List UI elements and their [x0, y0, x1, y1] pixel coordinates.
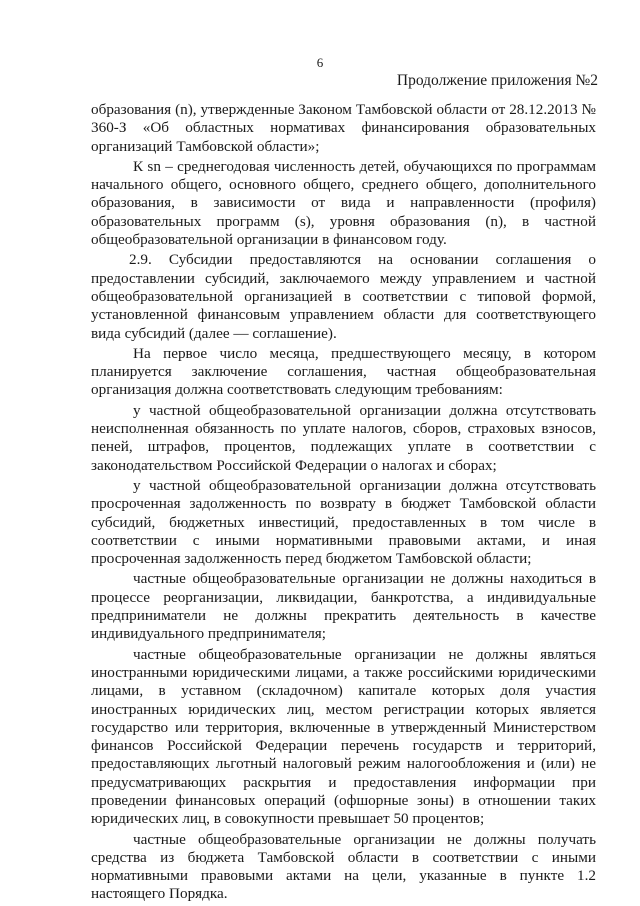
paragraph-ksn-definition: К sn – среднегодовая численность детей, обучающихся по программам начального общего, основного общего, среднего общего, дополнительного образования, в зависимости от вида и направленности (профиля) образовательных программ (s), уровня образования (n), в частной общеобразовательной организации в финансовом году.: [91, 157, 596, 249]
paragraph-requirement-other-funds: частные общеобразовательные организации не должны получать средства из бюджета Тамбовской области в соответствии с иными нормативными правовыми актами на цели, указанные в пункте 1.2 настоящего Порядка.: [91, 830, 596, 903]
page-number: 6: [316, 55, 324, 70]
paragraph-2-9: 2.9. Субсидии предоставляются на основании соглашения о предоставлении субсидий, заключаемого между управлением и частной общеобразовательной организацией в соответствии с типовой формой, установленной финансовым управлением области для соответствующего вида субсидий (далее — соглашение).: [91, 251, 596, 342]
paragraph-requirement-foreign-entities: частные общеобразовательные организации не должны являться иностранными юридическими лицами, а также российскими юридическими лицами, в уставном (складочном) капитале которых доля участия иностранных юридических лиц, местом регистрации которых является государство или территория, включенные в утвержденный Министерством финансов Российской Федерации перечень государств и территорий, предоставляющих льготный налоговый режим налогообложения и (или) не предусматривающих раскрытия и предоставления информации при проведении финансовых операций (офшорные зоны) в отношении таких юридических лиц, в совокупности превышает 50 процентов;: [91, 645, 596, 828]
appendix-continuation-note: Продолжение приложения №2: [396, 72, 598, 89]
document-body: [91, 101, 596, 906]
paragraph-continuation: образования (n), утвержденные Законом Тамбовской области от 28.12.2013 № 360-З «Об областных нормативах финансирования образовательных организаций Тамбовской области»;: [91, 101, 596, 155]
paragraph-requirement-reorganization: частные общеобразовательные организации не должны находиться в процессе реорганизации, ликвидации, банкротства, а индивидуальные предприниматели не должны прекратить деятельность в качестве индивидуального предпринимателя;: [91, 570, 596, 643]
paragraph-requirement-taxes: у частной общеобразовательной организации должна отсутствовать неисполненная обязанность по уплате налогов, сборов, страховых взносов, пеней, штрафов, процентов, подлежащих уплате в соответствии с законодательством Российской Федерации о налогах и сборах;: [91, 401, 596, 474]
paragraph-requirements-intro: На первое число месяца, предшествующего месяцу, в котором планируется заключение соглашения, частная общеобразовательная организация должна соответствовать следующим требованиям:: [91, 344, 596, 399]
paragraph-requirement-debt: у частной общеобразовательной организации должна отсутствовать просроченная задолженность по возврату в бюджет Тамбовской области субсидий, бюджетных инвестиций, предоставленных в том числе в соответствии с иными нормативными правовыми актами, и иная просроченная задолженность перед бюджетом Тамбовской области;: [91, 476, 596, 568]
